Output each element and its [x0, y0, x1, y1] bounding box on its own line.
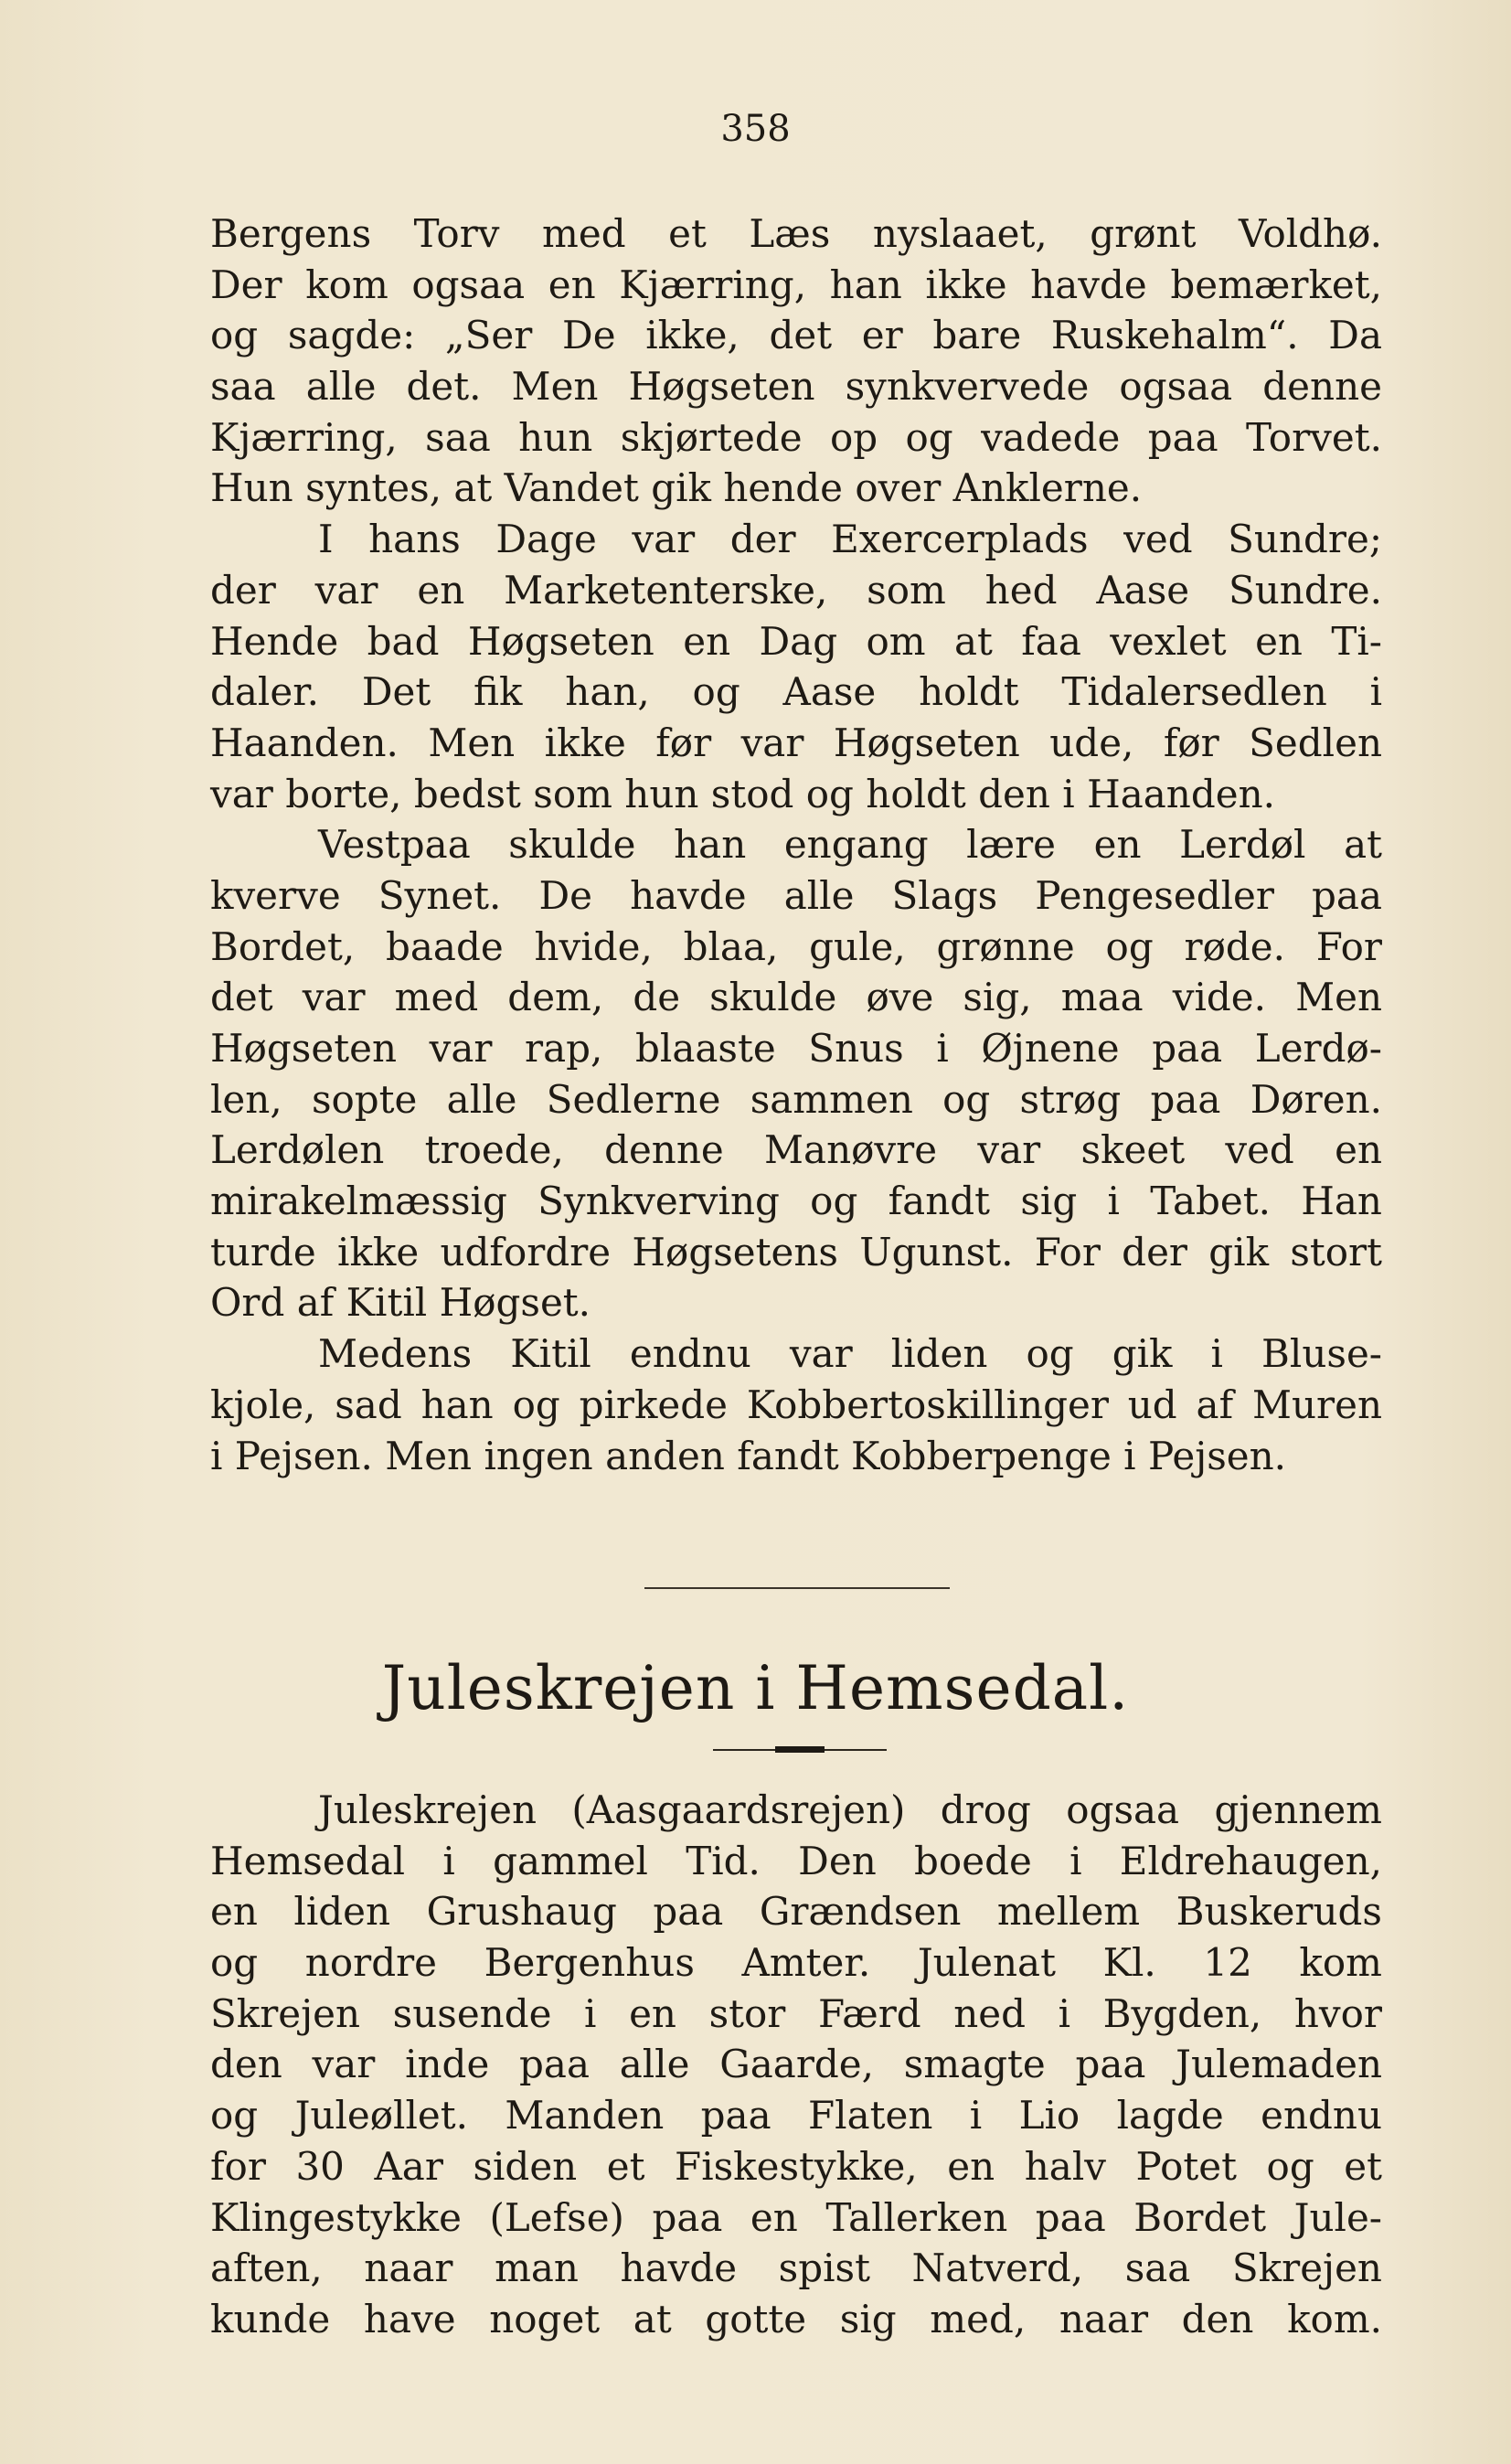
- text-line: Lerdølen troede, denne Manøvre var skeet ved en: [210, 1127, 1382, 1173]
- text-line: Juleskrejen (Aasgaardsrejen) drog ogsaa gjennem: [318, 1787, 1382, 1832]
- text-line: for 30 Aar siden et Fiskestykke, en halv Potet og et: [210, 2143, 1382, 2189]
- text-line: kverve Synet. De havde alle Slags Pengesedler paa: [210, 872, 1382, 918]
- text-line: der var en Marketenterske, som hed Aase Sundre.: [210, 567, 1382, 613]
- text-line: Skrejen susende i en stor Færd ned i Bygden, hvor: [210, 1990, 1382, 2036]
- text-line: daler. Det fik han, og Aase holdt Tidalersedlen i: [210, 669, 1382, 715]
- text-line: Hemsedal i gammel Tid. Den boede i Eldrehaugen,: [210, 1838, 1382, 1883]
- text-line: kjole, sad han og pirkede Kobbertoskillinger ud af Muren: [210, 1381, 1382, 1427]
- text-line: Kjærring, saa hun skjørtede op og vadede paa Torvet.: [210, 414, 1382, 460]
- text-line: Vestpaa skulde han engang lære en Lerdøl at: [318, 822, 1382, 868]
- text-line: Hun syntes, at Vandet gik hende over Anklerne.: [210, 465, 1143, 511]
- text-line: turde ikke udfordre Høgsetens Ugunst. For der gik stort: [210, 1229, 1382, 1275]
- heading-ornament: [713, 1744, 887, 1755]
- text-line: det var med dem, de skulde øve sig, maa vide. Men: [210, 975, 1382, 1020]
- text-line: Der kom ogsaa en Kjærring, han ikke havde bemærket,: [210, 261, 1382, 307]
- text-line: len, sopte alle Sedlerne sammen og strøg paa Døren.: [210, 1076, 1382, 1122]
- text-line: I hans Dage var der Exercerplads ved Sundre;: [318, 517, 1382, 562]
- text-line: aften, naar man havde spist Natverd, saa Skrejen: [210, 2245, 1382, 2291]
- page-number: 358: [720, 108, 791, 150]
- text-line: var borte, bedst som hun stod og holdt den i Haanden.: [210, 771, 1275, 816]
- text-line: Bordet, baade hvide, blaa, gule, grønne og røde. For: [210, 923, 1382, 969]
- text-line: og sagde: „Ser De ikke, det er bare Ruskehalm“. Da: [210, 313, 1382, 358]
- body-text-section-1: [210, 208, 1382, 1481]
- text-line: Høgseten var rap, blaaste Snus i Øjnene paa Lerdø-: [210, 1026, 1382, 1071]
- text-line: Hende bad Høgseten en Dag om at faa vexlet en Ti-: [210, 618, 1382, 664]
- text-line: i Pejsen. Men ingen anden fandt Kobberpenge i Pejsen.: [210, 1433, 1287, 1478]
- text-line: den var inde paa alle Gaarde, smagte paa Julemaden: [210, 2042, 1382, 2087]
- section-heading: Juleskrejen i Hemsedal.: [381, 1653, 1130, 1723]
- text-line: mirakelmæssig Synkverving og fandt sig i Tabet. Han: [210, 1179, 1382, 1224]
- text-line: og nordre Bergenhus Amter. Julenat Kl. 12 kom: [210, 1940, 1382, 1986]
- text-line: kunde have noget at gotte sig med, naar den kom.: [210, 2296, 1382, 2341]
- text-line: saa alle det. Men Høgseten synkvervede ogsaa denne: [210, 364, 1382, 410]
- text-line: en liden Grushaug paa Grændsen mellem Buskeruds: [210, 1889, 1382, 1935]
- text-line: Medens Kitil endnu var liden og gik i Bluse-: [318, 1331, 1382, 1377]
- text-line: Ord af Kitil Høgset.: [210, 1280, 591, 1326]
- text-line: Klingestykke (Lefse) paa en Tallerken paa Bordet Jule-: [210, 2194, 1382, 2240]
- section-divider-rule: [644, 1587, 950, 1589]
- text-line: Bergens Torv med et Læs nyslaaet, grønt Voldhø.: [210, 211, 1382, 256]
- text-line: og Juleøllet. Manden paa Flaten i Lio lagde endnu: [210, 2093, 1382, 2139]
- body-text-section-2: [210, 1785, 1382, 2345]
- text-line: Haanden. Men ikke før var Høgseten ude, før Sedlen: [210, 720, 1382, 765]
